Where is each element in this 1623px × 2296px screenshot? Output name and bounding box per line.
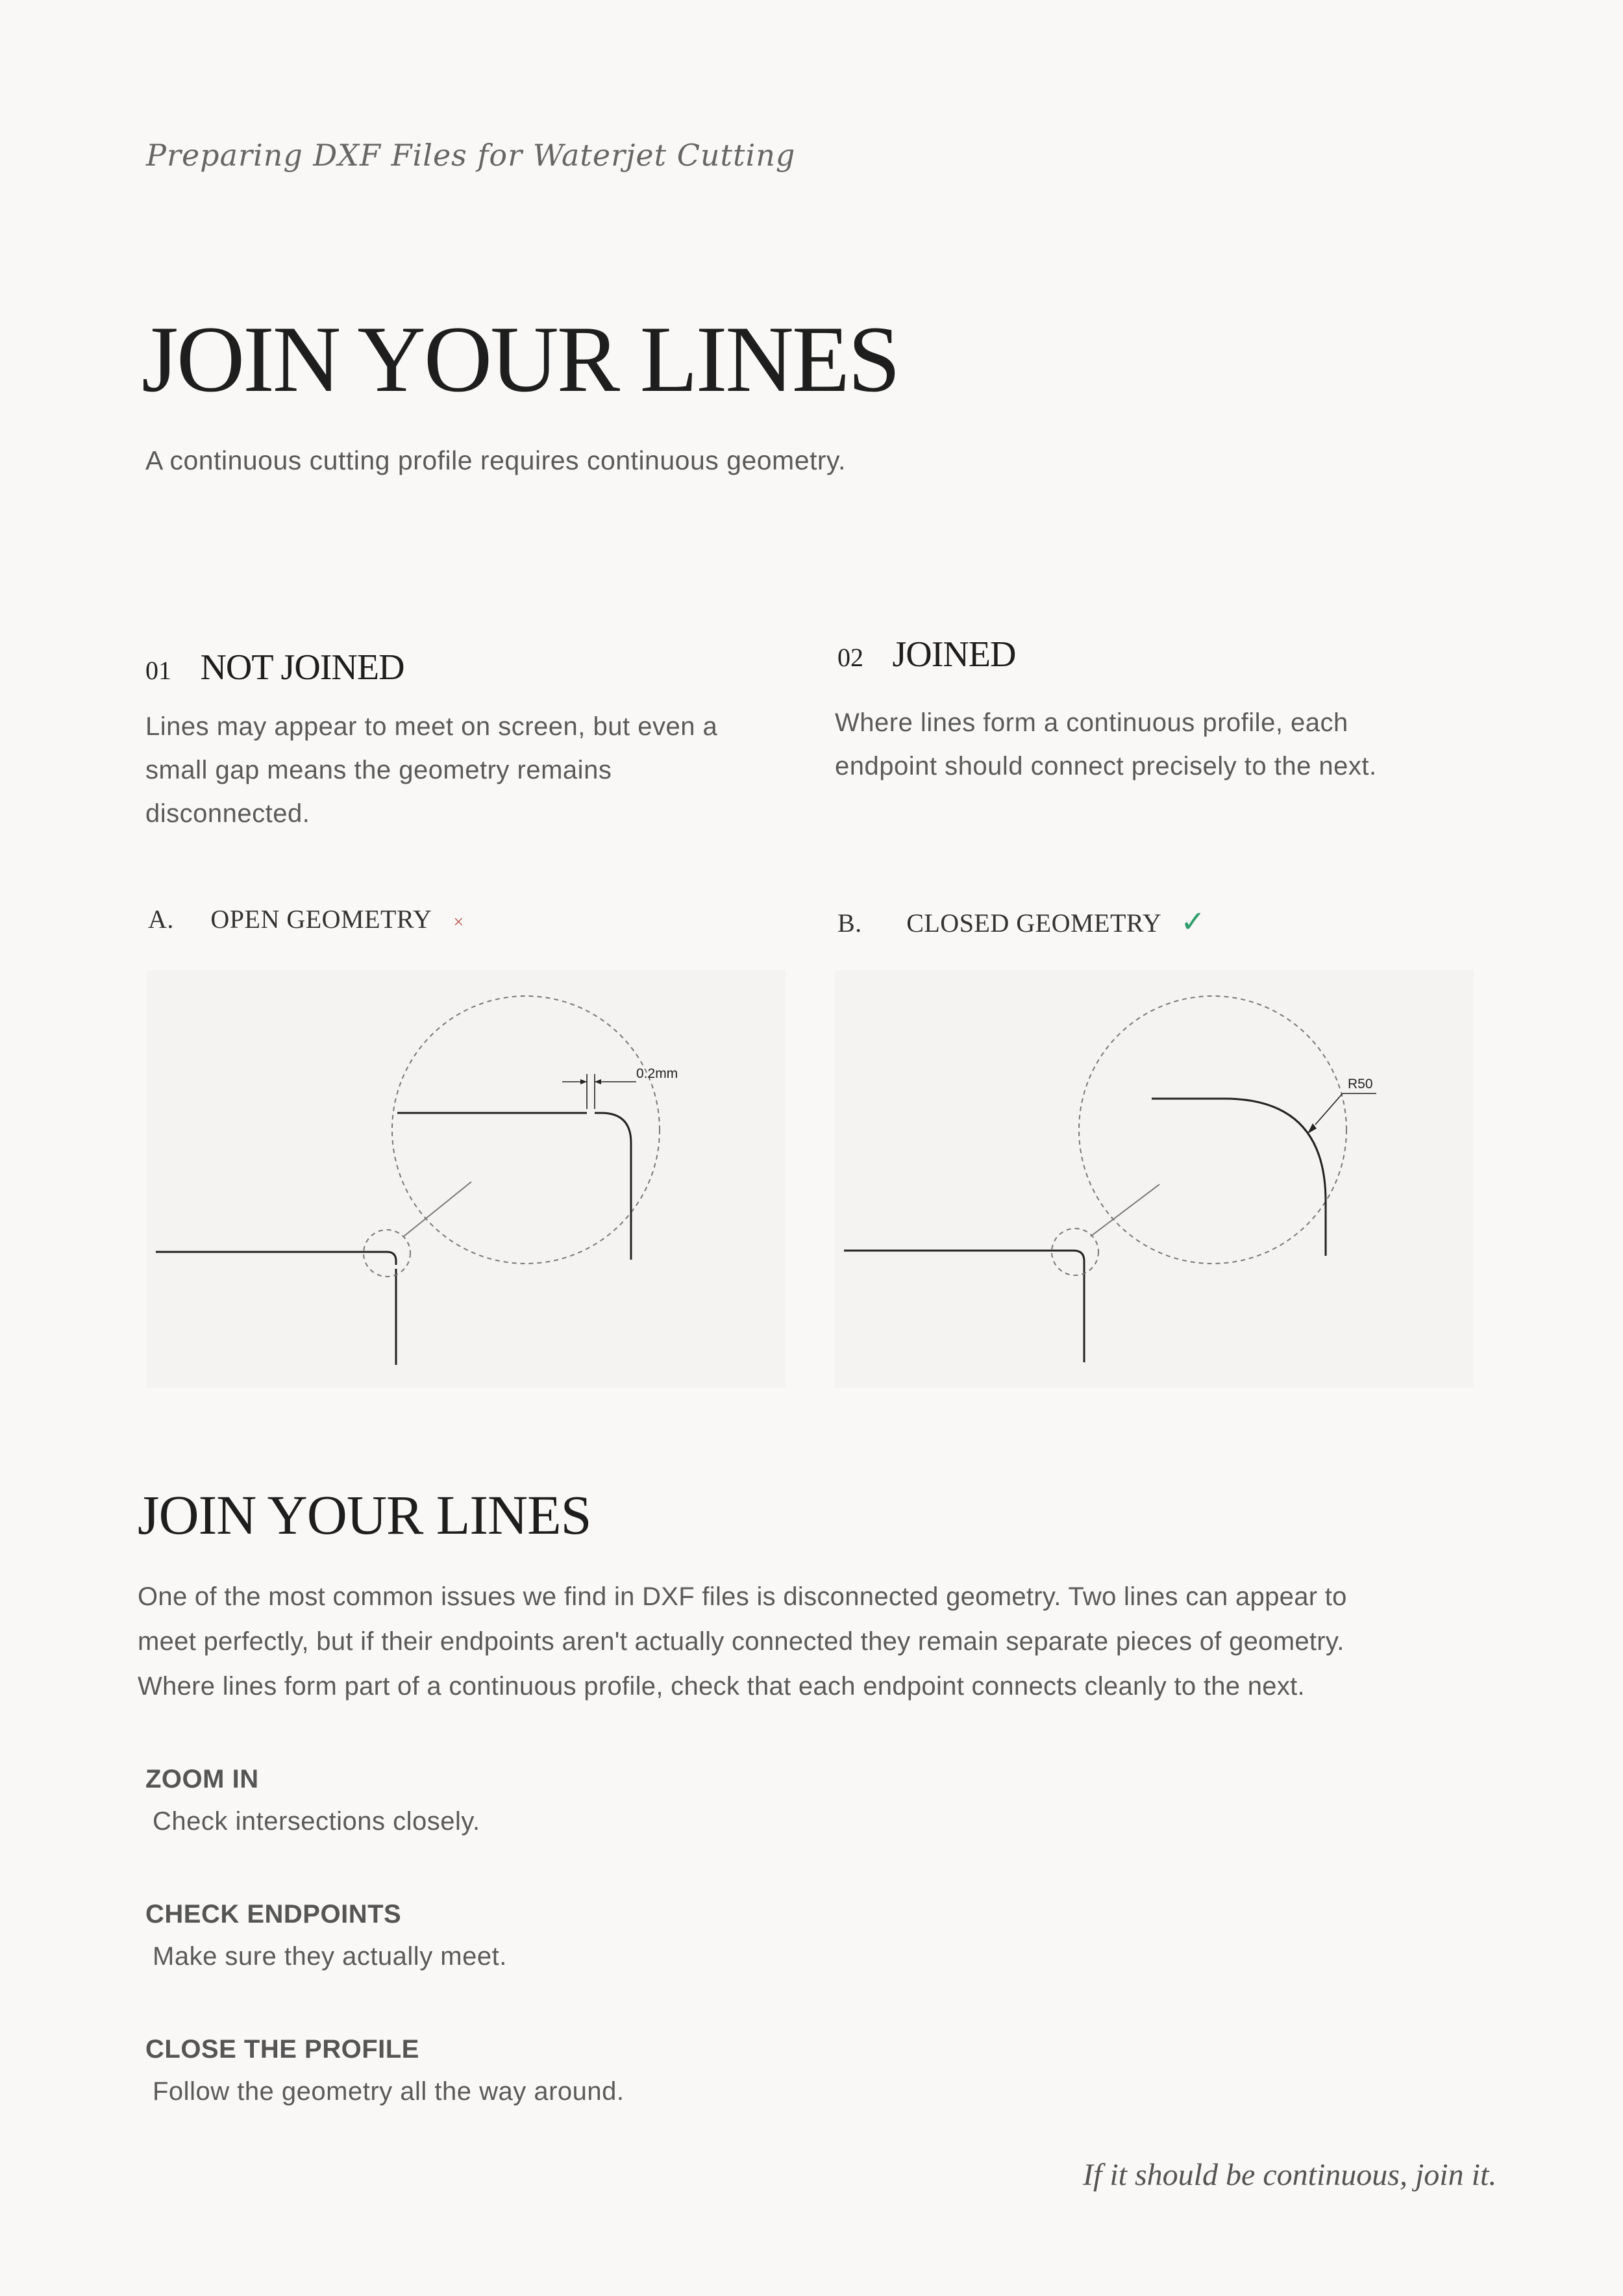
body-line: Lines may appear to meet on screen, but even a [145, 712, 718, 741]
tip-text: Make sure they actually meet. [153, 1942, 507, 1971]
continuous-corner-line [844, 1251, 1084, 1362]
magnified-vertical-line [595, 1113, 631, 1260]
figure-a-letter: A. [148, 905, 174, 934]
magnified-radius-line [1152, 1099, 1326, 1256]
paragraph-line: meet perfectly, but if their endpoints aren't actually connected they remain separate pieces of geometry. [138, 1627, 1344, 1656]
detail-paragraph [138, 1575, 1514, 1709]
figure-a-title: OPEN GEOMETRY [210, 905, 431, 934]
page-subtitle: A continuous cutting profile requires continuous geometry. [145, 445, 846, 475]
tip-text: Check intersections closely. [153, 1807, 480, 1836]
closing-line: If it should be continuous, join it. [1083, 2158, 1497, 2192]
page-title: JOIN YOUR LINES [142, 306, 899, 412]
detail-marker-circle [364, 1230, 410, 1277]
body-line: small gap means the geometry remains [145, 756, 612, 784]
series-title: Preparing DXF Files for Waterjet Cutting [146, 138, 796, 173]
section-01-title: NOT JOINED [200, 647, 404, 688]
closed-geometry-diagram [835, 970, 1474, 1388]
tip-title: ZOOM IN [145, 1765, 259, 1793]
tip-check-endpoints [145, 1900, 507, 1971]
tip-title: CHECK ENDPOINTS [145, 1900, 402, 1928]
section-01-header [145, 647, 404, 688]
figure-a-label [148, 904, 464, 934]
body-line: endpoint should connect precisely to the next. [835, 752, 1377, 780]
leader-line [404, 1182, 471, 1236]
magnified-detail-circle [392, 996, 660, 1264]
paragraph-line: Where lines form part of a continuous profile, check that each endpoint connects cleanly to the next. [138, 1672, 1305, 1701]
detail-heading: JOIN YOUR LINES [138, 1484, 591, 1546]
figure-b-letter: B. [837, 908, 862, 938]
tip-close-profile [145, 2035, 625, 2106]
section-02-number: 02 [837, 643, 863, 672]
tip-title: CLOSE THE PROFILE [145, 2035, 419, 2064]
open-geometry-diagram [147, 970, 786, 1388]
body-line: Where lines form a continuous profile, each [835, 708, 1348, 737]
body-line: disconnected. [145, 799, 310, 828]
tip-text: Follow the geometry all the way around. [153, 2077, 625, 2106]
gap-dimension-label: 0.2mm [636, 1066, 678, 1081]
leader-line [1091, 1184, 1159, 1236]
figure-b-title: CLOSED GEOMETRY [906, 908, 1161, 938]
figure-b-label [837, 904, 1206, 939]
section-01-body [145, 705, 795, 836]
section-02-title: JOINED [892, 634, 1016, 675]
tip-zoom-in [145, 1765, 480, 1836]
radius-dimension-label: R50 [1348, 1077, 1373, 1092]
cross-icon: × [453, 912, 464, 932]
check-icon: ✓ [1180, 905, 1206, 938]
paragraph-line: One of the most common issues we find in DXF files is disconnected geometry. Two lines can appear to [138, 1582, 1347, 1611]
section-02-body [835, 701, 1484, 788]
section-02-header [837, 634, 1015, 675]
horizontal-line [156, 1252, 396, 1265]
section-01-number: 01 [145, 656, 171, 685]
